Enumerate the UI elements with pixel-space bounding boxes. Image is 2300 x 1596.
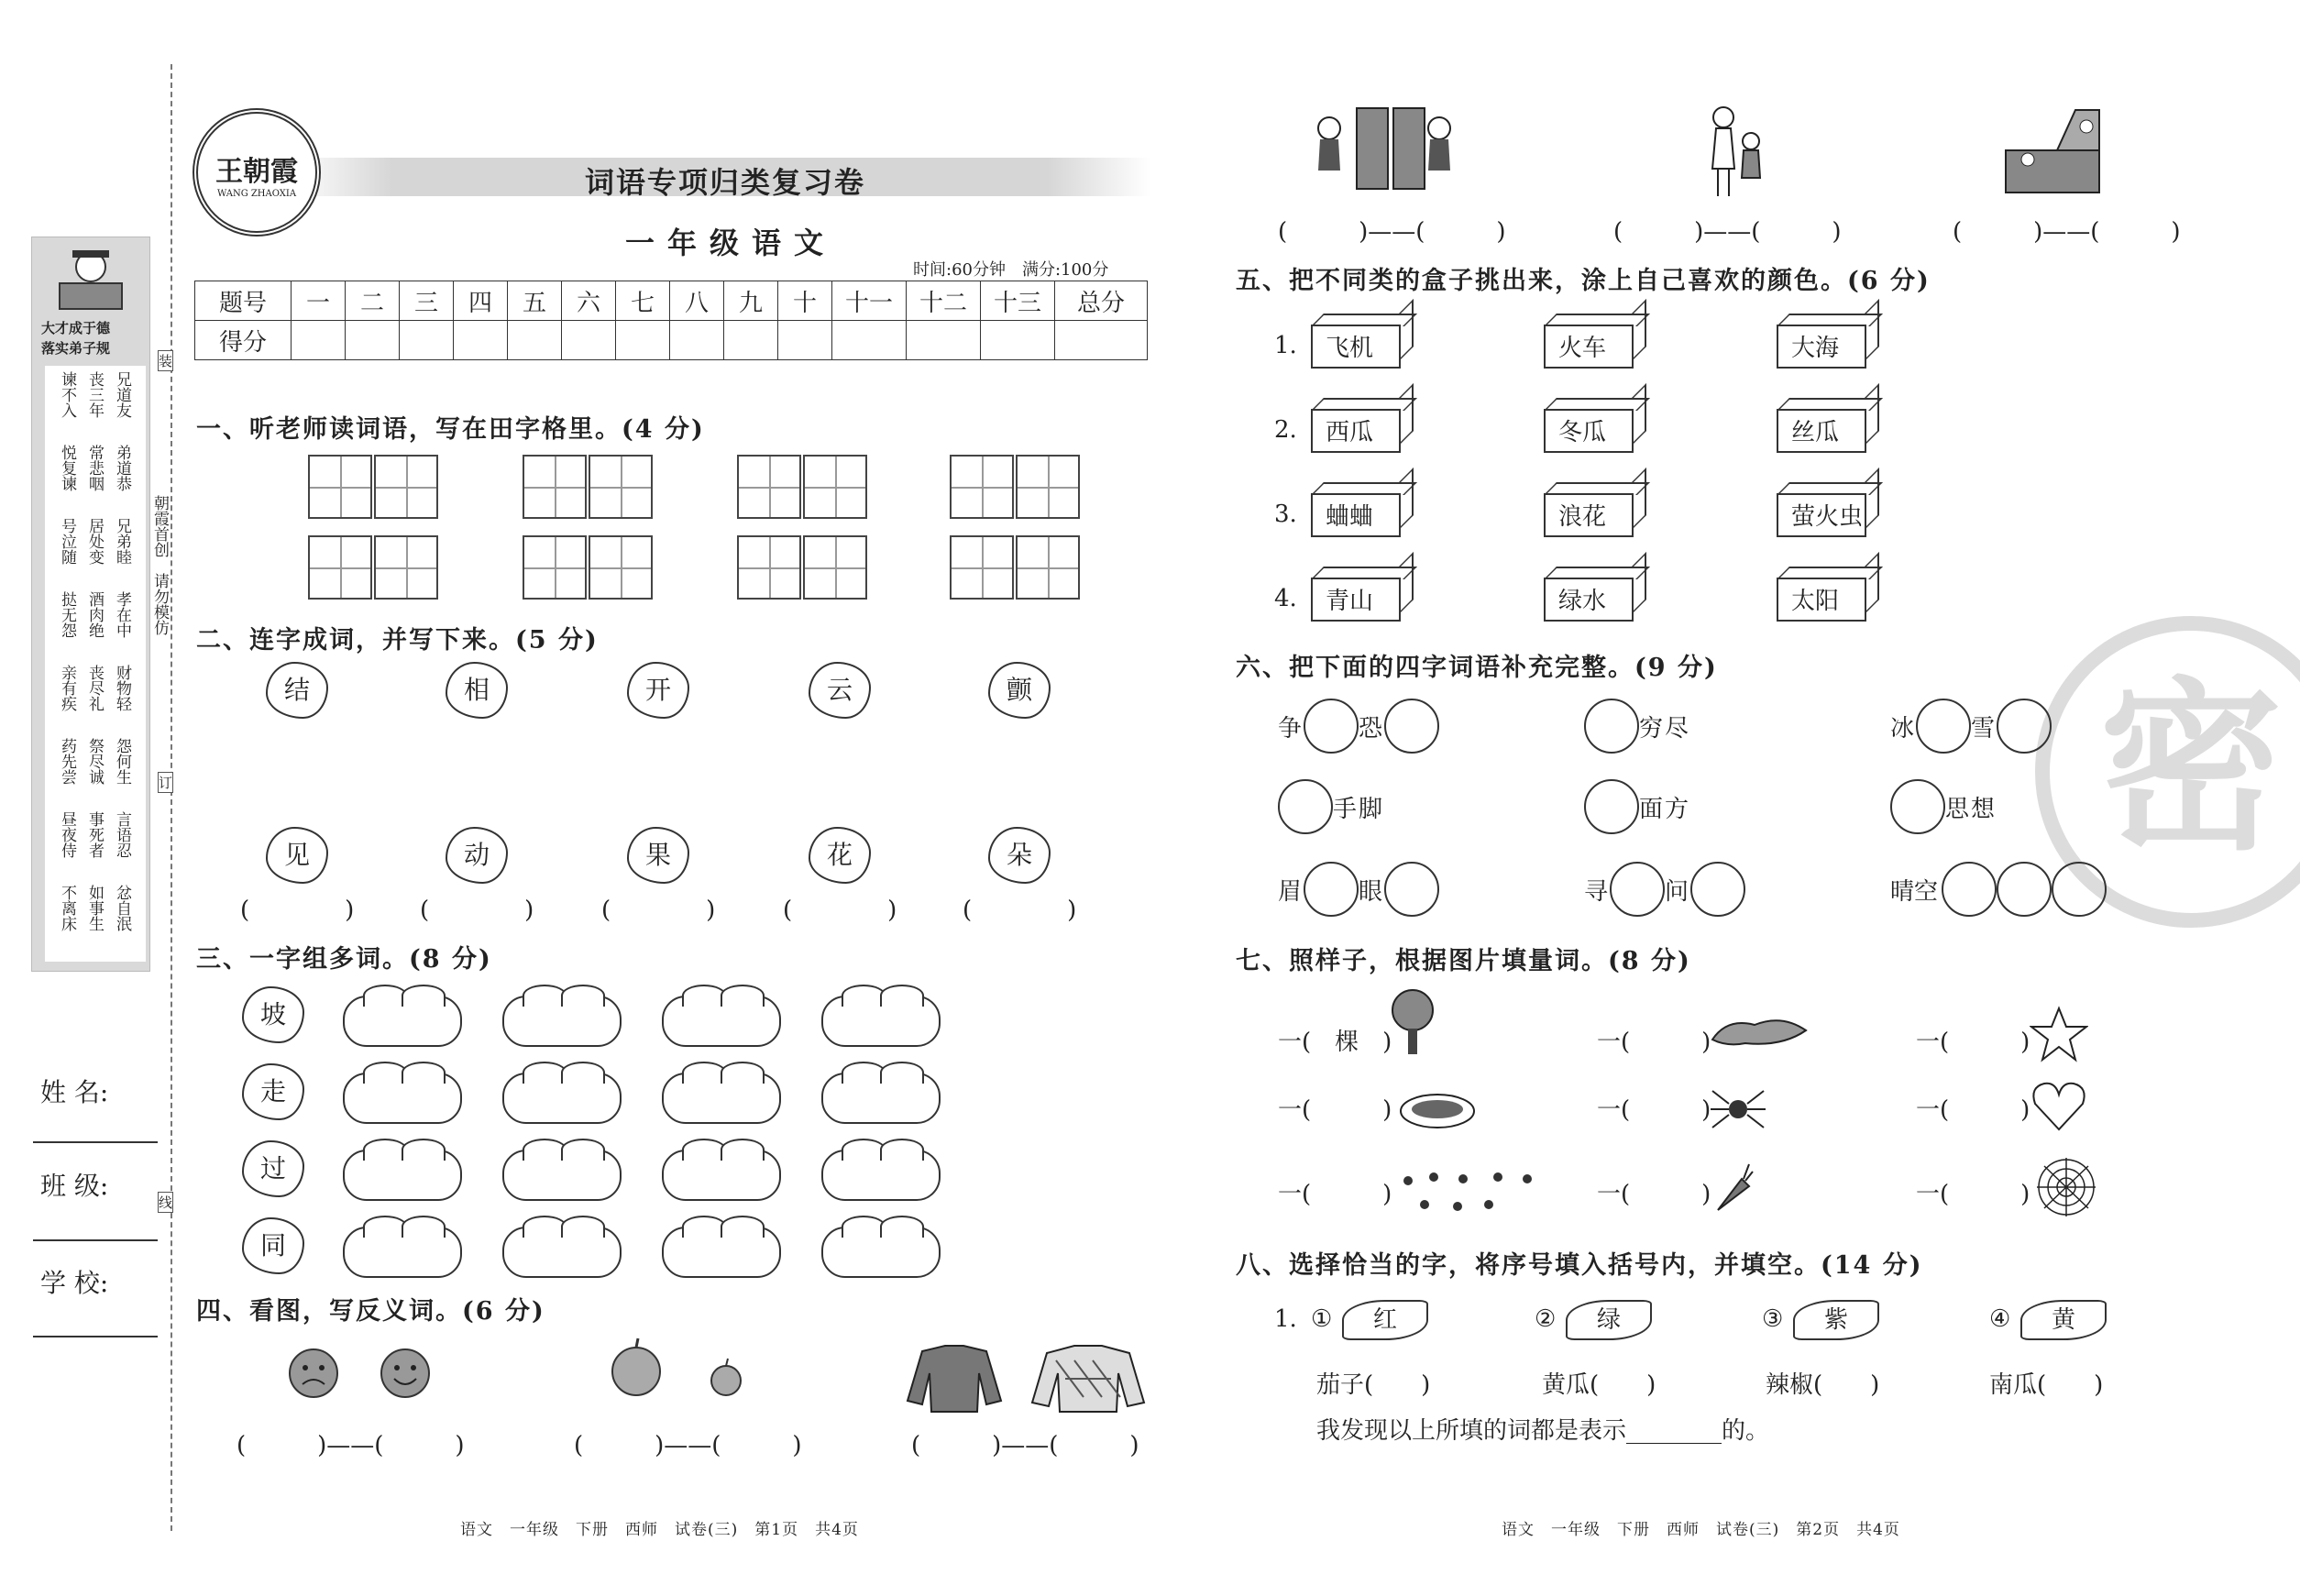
tianzi-grid-cell[interactable] [950,535,1014,600]
word-box[interactable]: 冬瓜 [1544,409,1634,453]
char-blob[interactable]: 花 [809,827,871,884]
proverb-column: 号泣随 [58,518,76,565]
idiom-char: 面 [1639,796,1664,823]
measure-blank-6[interactable]: 一( ) [1278,1181,1392,1208]
score-header-cell: 五 [508,281,562,321]
score-table [194,281,1148,360]
char-blob[interactable]: 果 [627,827,689,884]
happy-face-icon [378,1346,433,1401]
root-char-blob: 走 [242,1063,304,1120]
tree-icon [1390,986,1436,1056]
word-cloud-blank[interactable] [343,1150,462,1201]
watermark-char: 密 [2098,660,2283,875]
star-icon [2030,1005,2088,1063]
idiom-blank-circle[interactable] [1384,862,1439,917]
proverb-column: 怨何生 [113,738,131,785]
score-cell[interactable] [292,321,346,360]
tianzi-grid-cell[interactable] [589,455,653,519]
proverb-column: 兄弟睦 [113,518,131,565]
logo-sub: WANG ZHAOXIA [216,189,297,199]
antonym-answer-2[interactable]: ( )——( ) [574,1432,802,1459]
score-cell[interactable] [724,321,778,360]
new-sweater-icon [904,1342,1005,1415]
idiom-blank-circle[interactable] [1997,862,2052,917]
tianzi-grid-cell[interactable] [803,455,867,519]
sidebar-panel [31,237,150,972]
idiom-char: 问 [1665,878,1689,906]
time-info: 时间:60分钟 满分:100分 [913,260,1109,280]
exam-title: 词语专项归类复习卷 [585,165,866,200]
proverb-column: 丧尽礼 [85,665,104,711]
word-cloud-blank[interactable] [662,1150,781,1201]
proverb-column: 常悲咽 [85,445,104,491]
word-cloud-blank[interactable] [502,1150,622,1201]
measure-blank-4[interactable]: 一( ) [1597,1096,1711,1124]
score-cell[interactable] [508,321,562,360]
word-cloud-blank[interactable] [662,1073,781,1124]
measure-blank-1[interactable]: 一( ) [1597,1029,1711,1056]
proverb-column: 事死者 [85,811,104,858]
word-cloud-blank[interactable] [343,1227,462,1278]
binding-mark-2: 订 [158,772,173,793]
root-char-blob: 同 [242,1217,304,1274]
root-char-blob: 过 [242,1140,304,1197]
score-header-cell: 一 [292,281,346,321]
proverb-column: 不离床 [58,885,76,931]
link-word-answer[interactable]: ( ) [783,897,897,924]
score-cell[interactable] [562,321,616,360]
proverb-column: 悦复谏 [58,445,76,491]
old-sweater-icon [1029,1342,1148,1415]
idiom-char: 寻 [1584,878,1609,906]
tianzi-grid-cell[interactable] [374,455,438,519]
word-cloud-blank[interactable] [502,1227,622,1278]
idiom-blank-circle[interactable] [1690,862,1745,917]
idiom-char: 雪 [1971,715,1996,743]
logo [193,108,321,237]
word-cloud-blank[interactable] [662,996,781,1047]
proverb-column: 谏不入 [58,371,76,418]
word-box[interactable]: 太阳 [1777,578,1866,622]
idiom-blank-circle[interactable] [1890,779,1945,834]
school-label: 学 校: [40,1268,109,1298]
measure-example: 一( 棵 ) [1278,1029,1392,1056]
option-4-num: ④ [1989,1305,2011,1333]
score-cell[interactable] [616,321,670,360]
measure-blank-5[interactable]: 一( ) [1916,1096,2030,1124]
spider-icon [1709,1082,1767,1137]
proverb-column: 如事生 [85,885,104,931]
score-header-cell: 十一 [832,281,907,321]
option-2-leaf: 绿 [1566,1300,1652,1340]
proverb-column: 兄道友 [113,371,131,418]
score-header-cell: 六 [562,281,616,321]
idiom-blank-circle[interactable] [1304,699,1359,754]
score-header-cell: 题号 [195,281,292,321]
box-row-number: 1. [1274,332,1297,359]
big-apple-icon [609,1335,664,1399]
word-cloud-blank[interactable] [662,1227,781,1278]
char-blob[interactable]: 云 [809,662,871,719]
section-8-title: 八、选择恰当的字，将序号填入括号内，并填空。(14 分) [1236,1251,1923,1280]
tianzi-grid-cell[interactable] [803,535,867,600]
word-cloud-blank[interactable] [821,1073,941,1124]
proverb-column: 言语忍 [113,811,131,858]
char-blob[interactable]: 颤 [988,662,1051,719]
subject-title: 一年级语文 [625,226,837,260]
option-1-num: ① [1311,1305,1333,1333]
box-row-number: 2. [1274,416,1297,444]
dish-icon [1399,1091,1476,1131]
proverb-column: 丧三年 [85,371,104,418]
section-7-title: 七、照样子，根据图片填量词。(8 分) [1236,947,1691,975]
sidebar-slogan-2: 落实弟子规 [41,340,111,357]
measure-blank-7[interactable]: 一( ) [1597,1181,1711,1208]
idiom-blank-circle[interactable] [1384,699,1439,754]
sidebar-proverbs [45,366,146,962]
blank-pepper[interactable]: 辣椒( ) [1766,1371,1880,1399]
blank-cucumber[interactable]: 黄瓜( ) [1542,1371,1656,1399]
idiom-blank-circle[interactable] [1304,862,1359,917]
heart-icon [2030,1078,2088,1133]
measure-blank-2[interactable]: 一( ) [1916,1029,2030,1056]
measure-blank-3[interactable]: 一( ) [1278,1096,1392,1124]
score-header-cell: 八 [670,281,724,321]
binding-note: 朝霞首创 请勿模仿 [150,495,169,635]
word-cloud-blank[interactable] [343,1073,462,1124]
score-cell[interactable] [778,321,832,360]
tianzi-grid-cell[interactable] [950,455,1014,519]
word-box[interactable]: 浪花 [1544,493,1634,537]
tianzi-grid-cell[interactable] [374,535,438,600]
section-2-title: 二、连字成词，并写下来。(5 分) [196,626,599,655]
link-word-answer[interactable]: ( ) [240,897,355,924]
tianzi-grid-cell[interactable] [589,535,653,600]
word-box[interactable]: 丝瓜 [1777,409,1866,453]
tianzi-grid-cell[interactable] [523,535,587,600]
proverb-column: 挞无怨 [58,591,76,638]
section-6-title: 六、把下面的四字词语补充完整。(9 分) [1236,654,1718,682]
root-char-blob: 坡 [242,986,304,1043]
sad-face-icon [286,1346,341,1401]
proverb-column: 酒肉绝 [85,591,104,638]
score-cell[interactable] [981,321,1055,360]
tianzi-grid-cell[interactable] [1016,455,1080,519]
option-3-num: ③ [1762,1305,1784,1333]
idiom-blank-circle[interactable] [1584,779,1639,834]
cloud-icon [1709,1012,1810,1049]
idiom-char: 恐 [1359,715,1383,743]
tianzi-grid-cell[interactable] [737,455,801,519]
idiom-char: 争 [1278,715,1303,743]
word-box[interactable]: 青山 [1311,578,1401,622]
tall-short-kids-icon [1700,105,1773,200]
word-box[interactable]: 西瓜 [1311,409,1401,453]
link-word-answer[interactable]: ( ) [420,897,534,924]
box-row-number: 4. [1274,585,1297,612]
idiom-blank-circle[interactable] [1916,699,1971,754]
score-cell[interactable] [400,321,454,360]
summary-sentence[interactable]: 我发现以上所填的词都是表示________的。 [1316,1417,1770,1445]
score-header-cell: 二 [346,281,400,321]
score-header-cell: 总分 [1055,281,1148,321]
idiom-blank-circle[interactable] [1584,699,1639,754]
char-blob[interactable]: 相 [446,662,508,719]
section-4-title: 四、看图，写反义词。(6 分) [196,1297,545,1326]
score-cell[interactable] [346,321,400,360]
score-cell[interactable] [670,321,724,360]
class-label: 班 级: [40,1171,109,1201]
blank-eggplant[interactable]: 茄子( ) [1316,1371,1431,1399]
section-1-title: 一、听老师读词语，写在田字格里。(4 分) [196,415,705,444]
proverb-column: 孝在中 [113,591,131,638]
box-row-number: 3. [1274,501,1297,528]
word-box[interactable]: 大海 [1777,325,1866,369]
binding-mark-3: 线 [158,1192,173,1213]
score-header-cell: 十二 [907,281,981,321]
char-blob[interactable]: 动 [446,827,508,884]
option-2-num: ② [1535,1305,1557,1333]
word-box[interactable]: 绿水 [1544,578,1634,622]
binding-line [171,64,172,1531]
q8-number: 1. [1274,1305,1297,1333]
proverb-column: 亲有疾 [58,665,76,711]
word-cloud-blank[interactable] [343,996,462,1047]
word-cloud-blank[interactable] [821,996,941,1047]
score-header-cell: 七 [616,281,670,321]
student-figure-icon [32,243,149,316]
sidebar-slogan-1: 大才成于德 [41,320,111,336]
idiom-char: 方 [1665,796,1689,823]
proverb-column: 弟道恭 [113,445,131,491]
link-word-answer[interactable]: ( ) [601,897,716,924]
measure-blank-8[interactable]: 一( ) [1916,1181,2030,1208]
tianzi-grid-cell[interactable] [523,455,587,519]
char-blob[interactable]: 开 [627,662,689,719]
proverb-column: 祭尽诚 [85,738,104,785]
section-5-title: 五、把不同类的盒子挑出来，涂上自己喜欢的颜色。(6 分) [1236,267,1931,295]
spider-web-icon [2031,1157,2101,1217]
word-box[interactable]: 蛐蛐 [1311,493,1401,537]
score-cell[interactable] [832,321,907,360]
word-box[interactable]: 火车 [1544,325,1634,369]
word-cloud-blank[interactable] [502,1073,622,1124]
footer-right: 语文 一年级 下册 西师 试卷(三) 第2页 共4页 [1502,1521,1900,1539]
char-blob[interactable]: 见 [266,827,328,884]
idiom-blank-circle[interactable] [1610,862,1665,917]
small-apple-icon [708,1357,744,1399]
tianzi-grid-cell[interactable] [308,535,372,600]
option-3-leaf: 紫 [1793,1300,1879,1340]
binding-mark-1: 装 [158,350,173,371]
proverb-column: 居处变 [85,518,104,565]
score-cell[interactable] [1055,321,1148,360]
score-header-cell: 四 [454,281,508,321]
blank-pumpkin[interactable]: 南瓜( ) [1989,1371,2104,1399]
idiom-char: 晴空 [1890,878,1939,906]
score-header-cell: 十三 [981,281,1055,321]
tianzi-grid-cell[interactable] [308,455,372,519]
antonym-answer-1[interactable]: ( )——( ) [237,1432,465,1459]
idiom-char: 脚 [1359,796,1383,823]
score-header-cell: 九 [724,281,778,321]
score-header-cell: 三 [400,281,454,321]
option-4-leaf: 黄 [2020,1300,2107,1340]
idiom-char: 冰 [1890,715,1915,743]
word-box[interactable]: 飞机 [1311,325,1401,369]
option-1-leaf: 红 [1342,1300,1428,1340]
name-line[interactable] [33,1141,158,1143]
word-cloud-blank[interactable] [821,1150,941,1201]
open-close-door-icon [1302,106,1467,191]
idiom-char: 穷 [1639,715,1664,743]
char-blob[interactable]: 结 [266,662,328,719]
idiom-char: 尽 [1665,715,1689,743]
right-page [1150,0,2300,1596]
link-word-answer[interactable]: ( ) [963,897,1077,924]
idiom-blank-circle[interactable] [1997,699,2052,754]
word-cloud-blank[interactable] [821,1227,941,1278]
proverb-column: 忿自泯 [113,885,131,931]
score-row-label: 得分 [195,321,292,360]
name-label: 姓 名: [40,1077,109,1107]
ants-icon [1397,1164,1544,1219]
idiom-char: 手 [1333,796,1358,823]
idiom-char: 眉 [1278,878,1303,906]
char-blob[interactable]: 朵 [988,827,1051,884]
antonym-answer-5[interactable]: ( )——( ) [1613,218,1842,246]
antonym-answer-4[interactable]: ( )——( ) [1278,218,1506,246]
carrot-icon [1709,1161,1755,1216]
antonym-answer-3[interactable]: ( )——( ) [911,1432,1139,1459]
up-down-stairs-icon [2002,105,2103,194]
score-cell[interactable] [907,321,981,360]
word-box[interactable]: 萤火虫 [1777,493,1866,537]
idiom-blank-circle[interactable] [2052,862,2107,917]
idiom-char: 眼 [1359,878,1383,906]
proverb-column: 药先尝 [58,738,76,785]
class-line[interactable] [33,1239,158,1241]
school-line[interactable] [33,1336,158,1337]
idiom-blank-circle[interactable] [1942,862,1997,917]
word-cloud-blank[interactable] [502,996,622,1047]
footer-left: 语文 一年级 下册 西师 试卷(三) 第1页 共4页 [460,1521,859,1539]
score-header-cell: 十 [778,281,832,321]
tianzi-grid-cell[interactable] [737,535,801,600]
idiom-blank-circle[interactable] [1278,779,1333,834]
idiom-char: 思 [1945,796,1970,823]
section-3-title: 三、一字组多词。(8 分) [196,945,492,974]
idiom-char: 想 [1971,796,1996,823]
antonym-answer-6[interactable]: ( )——( ) [1953,218,2181,246]
proverb-column: 昼夜侍 [58,811,76,858]
score-cell[interactable] [454,321,508,360]
tianzi-grid-cell[interactable] [1016,535,1080,600]
logo-text: 王朝霞 [215,156,298,188]
proverb-column: 财物轻 [113,665,131,711]
